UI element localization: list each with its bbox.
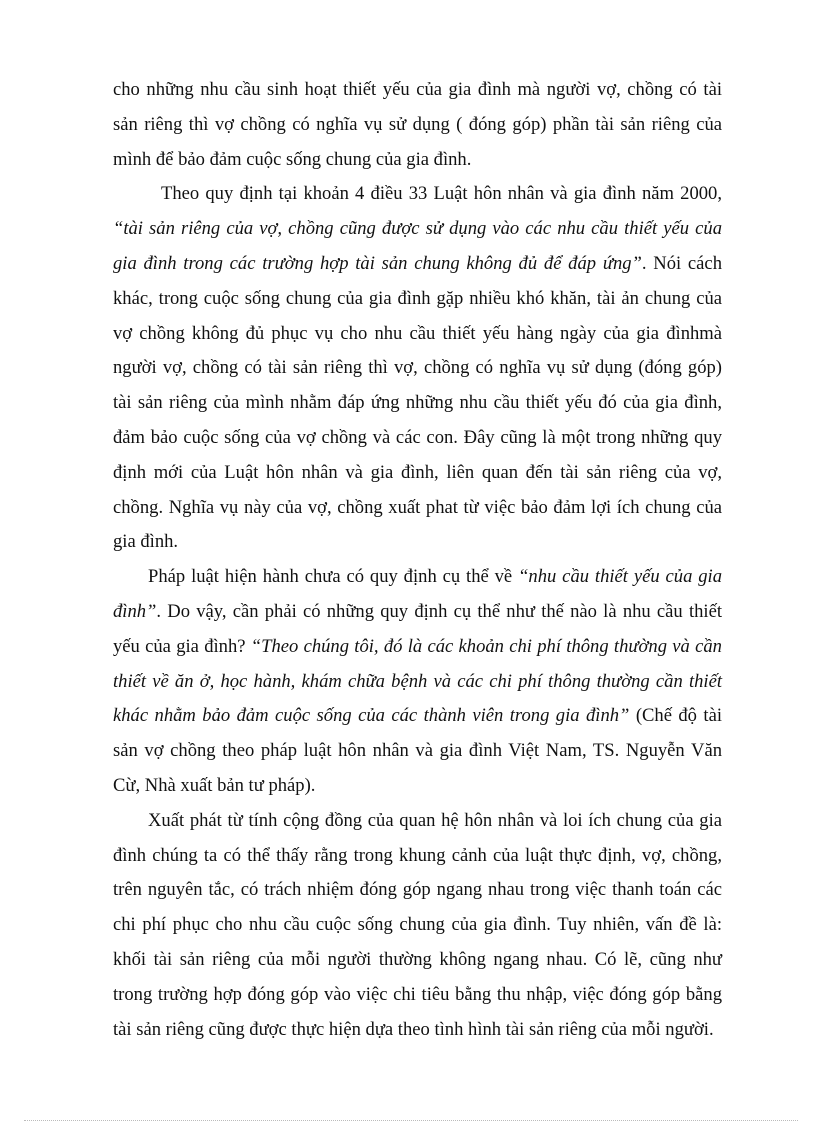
text-line (113, 108, 722, 143)
text-line (113, 247, 722, 282)
text-run: vợ chồng không đủ phục vụ cho nhu cầu thiết yếu hàng ngày của gia đìnhmà (113, 322, 722, 344)
text-run: . Nói cách (641, 252, 722, 274)
italic-quote-run: khác nhằm bảo đảm cuộc sống của các thành viên trong gia đình” (113, 705, 630, 727)
text-line (113, 73, 722, 108)
text-run: sản riêng thì vợ chồng có nghĩa vụ sử dụng ( đóng góp) phần tài sản riêng của (113, 113, 722, 135)
text-run: yếu của gia đình? (113, 635, 251, 657)
text-run: chồng. Nghĩa vụ này của vợ, chồng xuất phat từ việc bảo đảm lợi ích chung của (113, 496, 722, 518)
text-line (113, 1013, 722, 1048)
text-line (113, 351, 722, 386)
text-run: trong trường hợp đóng góp vào việc chi tiêu bằng thu nhập, việc đóng góp bằng (113, 983, 722, 1005)
text-line (113, 665, 722, 700)
text-line (113, 456, 722, 491)
text-line (113, 908, 722, 943)
text-run: tài sản riêng cũng được thực hiện dựa theo tình hình tài sản riêng của mỗi người. (113, 1018, 714, 1040)
text-run: mình để bảo đảm cuộc sống chung của gia đình. (113, 148, 472, 170)
text-line (113, 978, 722, 1013)
page-bottom-divider (24, 1120, 798, 1121)
text-line (113, 804, 722, 839)
text-line (113, 212, 722, 247)
italic-quote-run: thiết về ăn ở, học hành, khám chữa bệnh và các chi phí thông thường cần thiết (113, 670, 722, 692)
text-line (113, 421, 722, 456)
italic-quote-run: “tài sản riêng của vợ, chồng cũng được sử dụng vào các nhu cầu thiết yếu của (113, 218, 722, 240)
text-line (113, 386, 722, 421)
text-run: Cừ, Nhà xuất bản tư pháp). (113, 774, 316, 796)
text-run: tài sản riêng của mình nhằm đáp ứng những nhu cầu thiết yếu đó của gia đình, (113, 392, 722, 414)
text-run: trên nguyên tắc, có trách nhiệm đóng góp ngang nhau trong việc thanh toán các (113, 879, 722, 901)
text-line (113, 491, 722, 526)
text-run: Theo quy định tại khoản 4 điều 33 Luật hôn nhân và gia đình năm 2000, (161, 183, 722, 205)
text-run: người vợ, chồng có tài sản riêng thì vợ, chồng có nghĩa vụ sử dụng (đóng góp) (113, 357, 722, 379)
text-run: chi phí phục cho nhu cầu cuộc sống chung của gia đình. Tuy nhiên, vấn đề là: (113, 914, 722, 936)
paragraph-p2 (113, 177, 722, 560)
paragraph-p3 (113, 560, 722, 804)
text-line (113, 769, 722, 804)
paragraph-p1 (113, 73, 722, 177)
italic-quote-run: đình” (113, 600, 157, 622)
text-run: Pháp luật hiện hành chưa có quy định cụ thể về (148, 566, 519, 588)
text-line (113, 630, 722, 665)
document-page (113, 73, 722, 1047)
italic-quote-run: “Theo chúng tôi, đó là các khoản chi phí thông thường và cần (250, 635, 722, 657)
text-run: . Do vậy, cần phải có những quy định cụ thể như thế nào là nhu cầu thiết (156, 600, 722, 622)
text-run: gia đình. (113, 531, 179, 553)
text-run: (Chế độ tài (629, 705, 722, 727)
text-run: sản vợ chồng theo pháp luật hôn nhân và gia đình Việt Nam, TS. Nguyễn Văn (113, 740, 722, 762)
text-run: cho những nhu cầu sinh hoạt thiết yếu của gia đình mà người vợ, chồng có tài (113, 79, 722, 100)
text-line (113, 317, 722, 352)
text-line (113, 282, 722, 317)
text-line (113, 560, 722, 595)
italic-quote-run: “nhu cầu thiết yếu của gia (518, 566, 722, 588)
text-run: khác, trong cuộc sống chung của gia đình gặp nhiều khó khăn, tài ản chung của (113, 287, 722, 309)
text-line (113, 595, 722, 630)
text-run: định mới của Luật hôn nhân và gia đình, liên quan đến tài sản riêng của vợ, (113, 461, 722, 483)
text-run: khối tài sản riêng của mỗi người thường không ngang nhau. Có lẽ, cũng như (113, 948, 722, 970)
text-line (113, 873, 722, 908)
text-run: đình chúng ta có thể thấy rằng trong khung cảnh của luật thực định, vợ, chồng, (113, 844, 722, 866)
text-line (113, 143, 722, 178)
text-run: Xuất phát từ tính cộng đồng của quan hệ hôn nhân và loi ích chung của gia (148, 809, 722, 831)
paragraph-p4 (113, 804, 722, 1048)
text-line (113, 734, 722, 769)
text-line (113, 943, 722, 978)
text-line (113, 525, 722, 560)
text-line (113, 839, 722, 874)
text-line (113, 177, 722, 212)
text-line (113, 699, 722, 734)
text-run: đảm bảo cuộc sống của vợ chồng và các con. Đây cũng là một trong những quy (113, 426, 722, 448)
italic-quote-run: gia đình trong các trường hợp tài sản chung không đủ để đáp ứng” (113, 252, 642, 274)
